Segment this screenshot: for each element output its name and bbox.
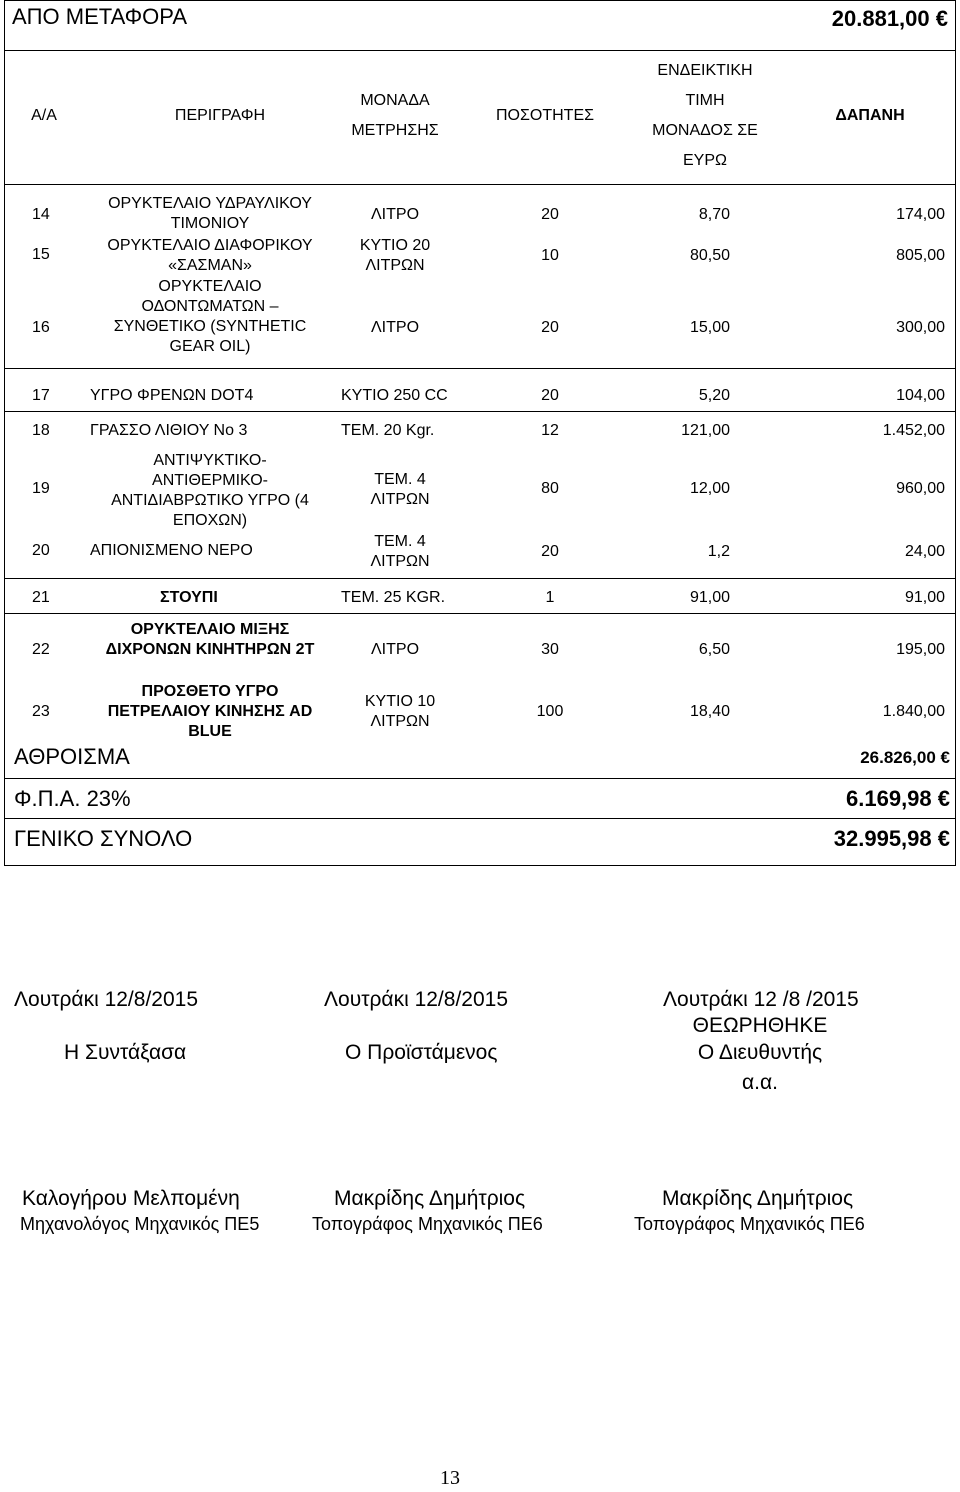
divider bbox=[4, 778, 956, 779]
sum-value: 26.826,00 € bbox=[860, 748, 950, 767]
sig3-title: Τοπογράφος Μηχανικός ΠΕ6 bbox=[634, 1214, 865, 1234]
row-23-aa: 23 bbox=[32, 703, 50, 720]
row-18-qty: 12 bbox=[541, 422, 559, 439]
row-21-desc: ΣΤΟΥΠΙ bbox=[160, 589, 218, 606]
row-17-unit: ΚΥΤΙΟ 250 CC bbox=[341, 387, 448, 404]
row-18-unit: ΤΕΜ. 20 Kgr. bbox=[341, 422, 435, 439]
row-22-cost: 195,00 bbox=[896, 641, 945, 658]
row-14-cost: 174,00 bbox=[896, 206, 945, 223]
row-21-unit: ΤΕΜ. 25 KGR. bbox=[341, 589, 446, 606]
vat-label: Φ.Π.Α. 23% bbox=[14, 786, 131, 811]
row-17-aa: 17 bbox=[32, 387, 50, 404]
row-20-unit: ΤΕΜ. 4 ΛΙΤΡΩΝ bbox=[370, 533, 430, 570]
col-quantity-header: ΠΟΣΟΤΗΤΕΣ bbox=[496, 107, 594, 124]
sig3-place-date: Λουτράκι 12 /8 /2015 bbox=[663, 988, 859, 1011]
col-description-header: ΠΕΡΙΓΡΑΦΗ bbox=[174, 107, 266, 124]
row-14-qty: 20 bbox=[541, 206, 559, 223]
sig2-name: Μακρίδης Δημήτριος bbox=[334, 1187, 526, 1210]
divider bbox=[4, 368, 956, 369]
vat-value: 6.169,98 € bbox=[846, 786, 950, 811]
divider bbox=[4, 411, 956, 412]
grand-total-value: 32.995,98 € bbox=[833, 826, 950, 851]
sig3-role2: α.α. bbox=[742, 1071, 778, 1094]
row-21-qty: 1 bbox=[545, 589, 555, 606]
row-21-price: 91,00 bbox=[689, 589, 730, 606]
col-aa-header: Α/Α bbox=[31, 107, 57, 124]
row-23-price: 18,40 bbox=[689, 703, 730, 720]
row-19-aa: 19 bbox=[32, 480, 50, 497]
col-price-header-1: ΕΝΔΕΙΚΤΙΚΗ bbox=[657, 62, 753, 79]
sig1-role: Η Συντάξασα bbox=[64, 1041, 187, 1064]
row-14-aa: 14 bbox=[32, 206, 50, 223]
row-15-desc: ΟΡΥΚΤΕΛΑΙΟ ΔΙΑΦΟΡΙΚΟΥ «ΣΑΣΜΑΝ» bbox=[107, 237, 313, 274]
row-19-cost: 960,00 bbox=[896, 480, 945, 497]
row-20-price: 1,2 bbox=[707, 543, 730, 560]
sig1-title: Μηχανολόγος Μηχανικός ΠΕ5 bbox=[20, 1214, 260, 1234]
sig3-name: Μακρίδης Δημήτριος bbox=[662, 1187, 854, 1210]
row-16-qty: 20 bbox=[541, 319, 559, 336]
row-21-cost: 91,00 bbox=[904, 589, 945, 606]
row-20-aa: 20 bbox=[32, 542, 50, 559]
row-20-qty: 20 bbox=[541, 543, 559, 560]
row-16-aa: 16 bbox=[32, 319, 50, 336]
sig1-place-date: Λουτράκι 12/8/2015 bbox=[14, 988, 198, 1011]
sig3-role: Ο Διευθυντής bbox=[697, 1041, 823, 1064]
row-19-desc: ΑΝΤΙΨΥΚΤΙΚΟ- ΑΝΤΙΘΕΡΜΙΚΟ- ΑΝΤΙΔΙΑΒΡΩΤΙΚΟ ΥΓΡΟ (4 ΕΠΟΧΩΝ) bbox=[111, 452, 309, 529]
row-18-aa: 18 bbox=[32, 422, 50, 439]
row-15-cost: 805,00 bbox=[896, 247, 945, 264]
row-16-desc: ΟΡΥΚΤΕΛΑΙΟ ΟΔΟΝΤΩΜΑΤΩΝ – ΣΥΝΘΕΤΙΚΟ (SYNTHETIC GEAR OIL) bbox=[113, 278, 307, 355]
row-15-price: 80,50 bbox=[689, 247, 730, 264]
row-20-desc: ΑΠΙΟΝΙΣΜΕΝΟ ΝΕΡΟ bbox=[90, 542, 253, 559]
row-23-qty: 100 bbox=[536, 703, 564, 720]
divider bbox=[4, 578, 956, 579]
row-15-qty: 10 bbox=[541, 247, 559, 264]
row-18-desc: ΓΡΑΣΣΟ ΛΙΘΙΟΥ Νο 3 bbox=[90, 422, 248, 439]
row-18-price: 121,00 bbox=[681, 422, 730, 439]
row-16-cost: 300,00 bbox=[896, 319, 945, 336]
row-14-unit: ΛΙΤΡΟ bbox=[370, 206, 420, 223]
row-21-aa: 21 bbox=[32, 589, 50, 606]
carry-over-label: ΑΠΟ ΜΕΤΑΦΟΡΑ bbox=[12, 4, 188, 29]
divider bbox=[4, 184, 956, 185]
sum-label: ΑΘΡΟΙΣΜΑ bbox=[14, 744, 130, 769]
row-19-qty: 80 bbox=[541, 480, 559, 497]
col-price-header-2: ΤΙΜΗ bbox=[685, 92, 725, 109]
col-price-header-4: ΕΥΡΩ bbox=[683, 152, 727, 169]
sig3-note: ΘΕΩΡΗΘΗΚΕ bbox=[692, 1014, 828, 1037]
sig1-name: Καλογήρου Μελπομένη bbox=[22, 1187, 240, 1210]
divider bbox=[4, 50, 956, 51]
row-22-price: 6,50 bbox=[698, 641, 730, 658]
row-23-unit: ΚΥΤΙΟ 10 ΛΙΤΡΩΝ bbox=[364, 693, 436, 730]
row-15-unit: ΚΥΤΙΟ 20 ΛΙΤΡΩΝ bbox=[359, 237, 431, 274]
row-17-cost: 104,00 bbox=[896, 387, 945, 404]
col-unit-header-1: ΜΟΝΑΔΑ bbox=[360, 92, 430, 109]
row-14-price: 8,70 bbox=[698, 206, 730, 223]
col-unit-header-2: ΜΕΤΡΗΣΗΣ bbox=[351, 122, 439, 139]
row-22-qty: 30 bbox=[541, 641, 559, 658]
row-23-desc: ΠΡΟΣΘΕΤΟ ΥΓΡΟ ΠΕΤΡΕΛΑΙΟΥ ΚΙΝΗΣΗΣ AD BLUE bbox=[107, 683, 313, 740]
row-18-cost: 1.452,00 bbox=[882, 422, 945, 439]
row-14-desc: ΟΡΥΚΤΕΛΑΙΟ ΥΔΡΑΥΛΙΚΟΥ ΤΙΜΟΝΙΟΥ bbox=[108, 195, 312, 232]
divider bbox=[4, 818, 956, 819]
row-17-price: 5,20 bbox=[698, 387, 730, 404]
row-15-aa: 15 bbox=[32, 246, 50, 263]
row-16-unit: ΛΙΤΡΟ bbox=[370, 319, 420, 336]
row-17-desc: ΥΓΡΟ ΦΡΕΝΩΝ DOT4 bbox=[90, 387, 254, 404]
sig2-role: Ο Προϊστάμενος bbox=[345, 1041, 498, 1064]
divider bbox=[4, 613, 956, 614]
carry-over-amount: 20.881,00 € bbox=[831, 6, 948, 31]
col-price-header-3: ΜΟΝΑΔΟΣ ΣΕ bbox=[652, 122, 758, 139]
row-20-cost: 24,00 bbox=[904, 543, 945, 560]
sig2-place-date: Λουτράκι 12/8/2015 bbox=[324, 988, 508, 1011]
col-cost-header: ΔΑΠΑΝΗ bbox=[835, 107, 905, 124]
row-22-aa: 22 bbox=[32, 641, 50, 658]
row-22-unit: ΛΙΤΡΟ bbox=[370, 641, 420, 658]
page-number: 13 bbox=[440, 1467, 460, 1489]
row-22-desc: ΟΡΥΚΤΕΛΑΙΟ ΜΙΞΗΣ ΔΙΧΡΟΝΩΝ ΚΙΝΗΤΗΡΩΝ 2Τ bbox=[105, 621, 315, 658]
row-17-qty: 20 bbox=[541, 387, 559, 404]
row-19-unit: ΤΕΜ. 4 ΛΙΤΡΩΝ bbox=[370, 471, 430, 508]
row-19-price: 12,00 bbox=[689, 480, 730, 497]
row-16-price: 15,00 bbox=[689, 319, 730, 336]
sig2-title: Τοπογράφος Μηχανικός ΠΕ6 bbox=[312, 1214, 543, 1234]
row-23-cost: 1.840,00 bbox=[882, 703, 945, 720]
grand-total-label: ΓΕΝΙΚΟ ΣΥΝΟΛΟ bbox=[14, 826, 193, 851]
